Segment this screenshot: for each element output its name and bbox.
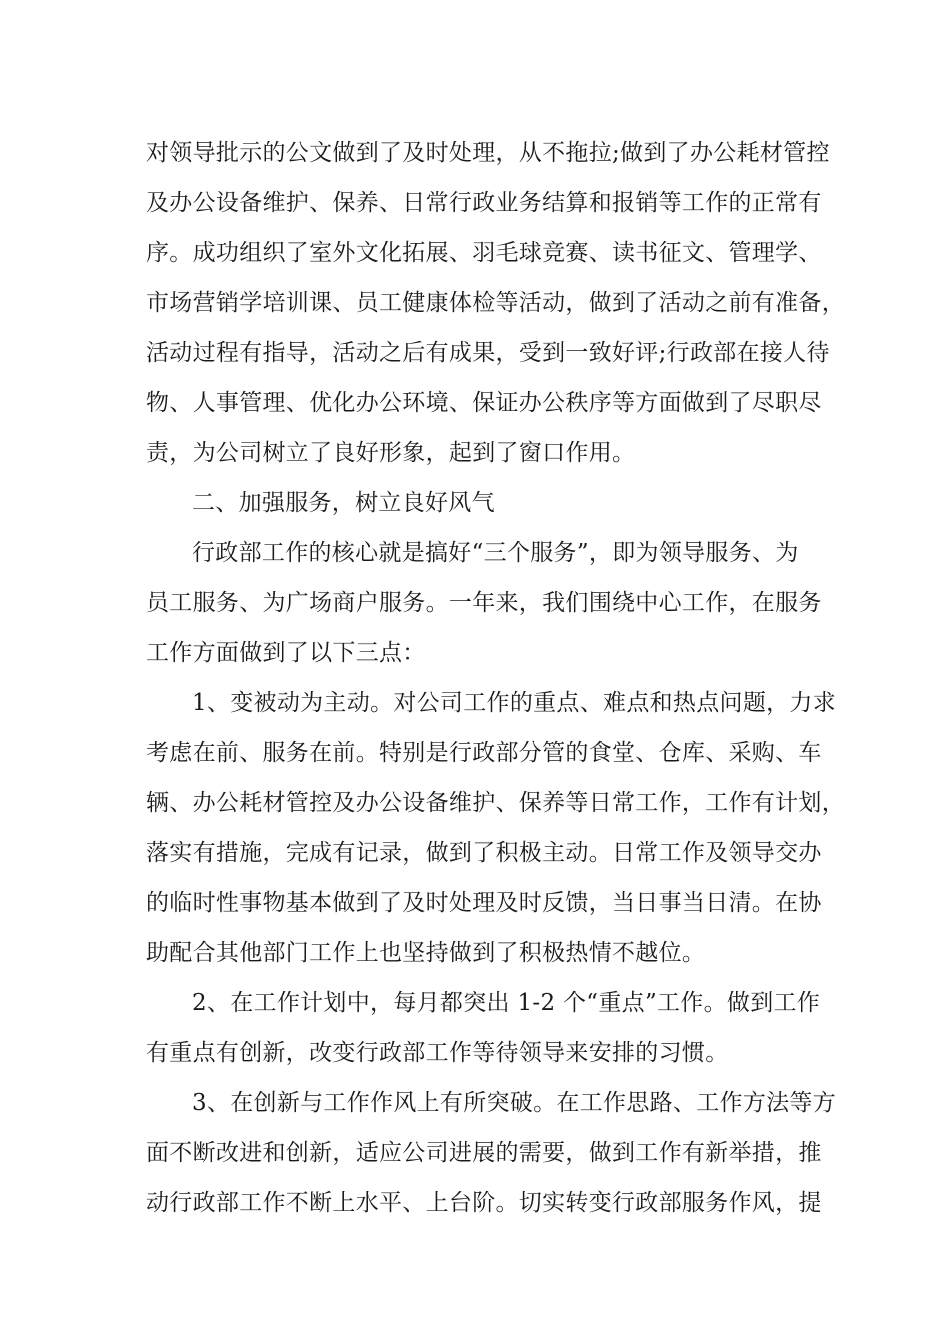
text-line: 助配合其他部门工作上也坚持做到了积极热情不越位。	[146, 940, 706, 966]
text-line: 的临时性事物基本做到了及时处理及时反馈，当日事当日清。在协	[146, 890, 822, 916]
paragraph-first-line: 行政部工作的核心就是搞好“三个服务”，即为领导服务、为	[192, 540, 799, 566]
text-line: 面不断改进和创新，适应公司进展的需要，做到工作有新举措，推	[146, 1140, 822, 1166]
text-line: 序。成功组织了室外文化拓展、羽毛球竞赛、读书征文、管理学、	[146, 240, 822, 266]
text-line: 对领导批示的公文做到了及时处理，从不拖拉;做到了办公耗材管控	[146, 140, 830, 166]
text-line: 责，为公司树立了良好形象，起到了窗口作用。	[146, 440, 636, 466]
text-line: 及办公设备维护、保养、日常行政业务结算和报销等工作的正常有	[146, 190, 822, 216]
text-line: 市场营销学培训课、员工健康体检等活动，做到了活动之前有准备，	[146, 290, 845, 316]
text-line: 员工服务、为广场商户服务。一年来，我们围绕中心工作，在服务	[146, 590, 822, 616]
text-line: 动行政部工作不断上水平、上台阶。切实转变行政部服务作风，提	[146, 1190, 822, 1216]
text-line: 落实有措施，完成有记录，做到了积极主动。日常工作及领导交办	[146, 840, 822, 866]
list-item-first-line: 3、在创新与工作作风上有所突破。在工作思路、工作方法等方	[192, 1090, 837, 1116]
list-item-first-line: 1、变被动为主动。对公司工作的重点、难点和热点问题，力求	[192, 690, 837, 716]
text-line: 物、人事管理、优化办公环境、保证办公秩序等方面做到了尽职尽	[146, 390, 822, 416]
section-heading: 二、加强服务，树立良好风气	[192, 490, 495, 516]
list-item-first-line: 2、在工作计划中，每月都突出 1-2 个“重点”工作。做到工作	[192, 990, 821, 1016]
text-line: 有重点有创新，改变行政部工作等待领导来安排的习惯。	[146, 1040, 729, 1066]
text-line: 工作方面做到了以下三点：	[146, 640, 426, 666]
text-line: 考虑在前、服务在前。特别是行政部分管的食堂、仓库、采购、车	[146, 740, 822, 766]
text-line: 活动过程有指导，活动之后有成果，受到一致好评;行政部在接人待	[146, 340, 830, 366]
text-line: 辆、办公耗材管控及办公设备维护、保养等日常工作，工作有计划，	[146, 790, 845, 816]
